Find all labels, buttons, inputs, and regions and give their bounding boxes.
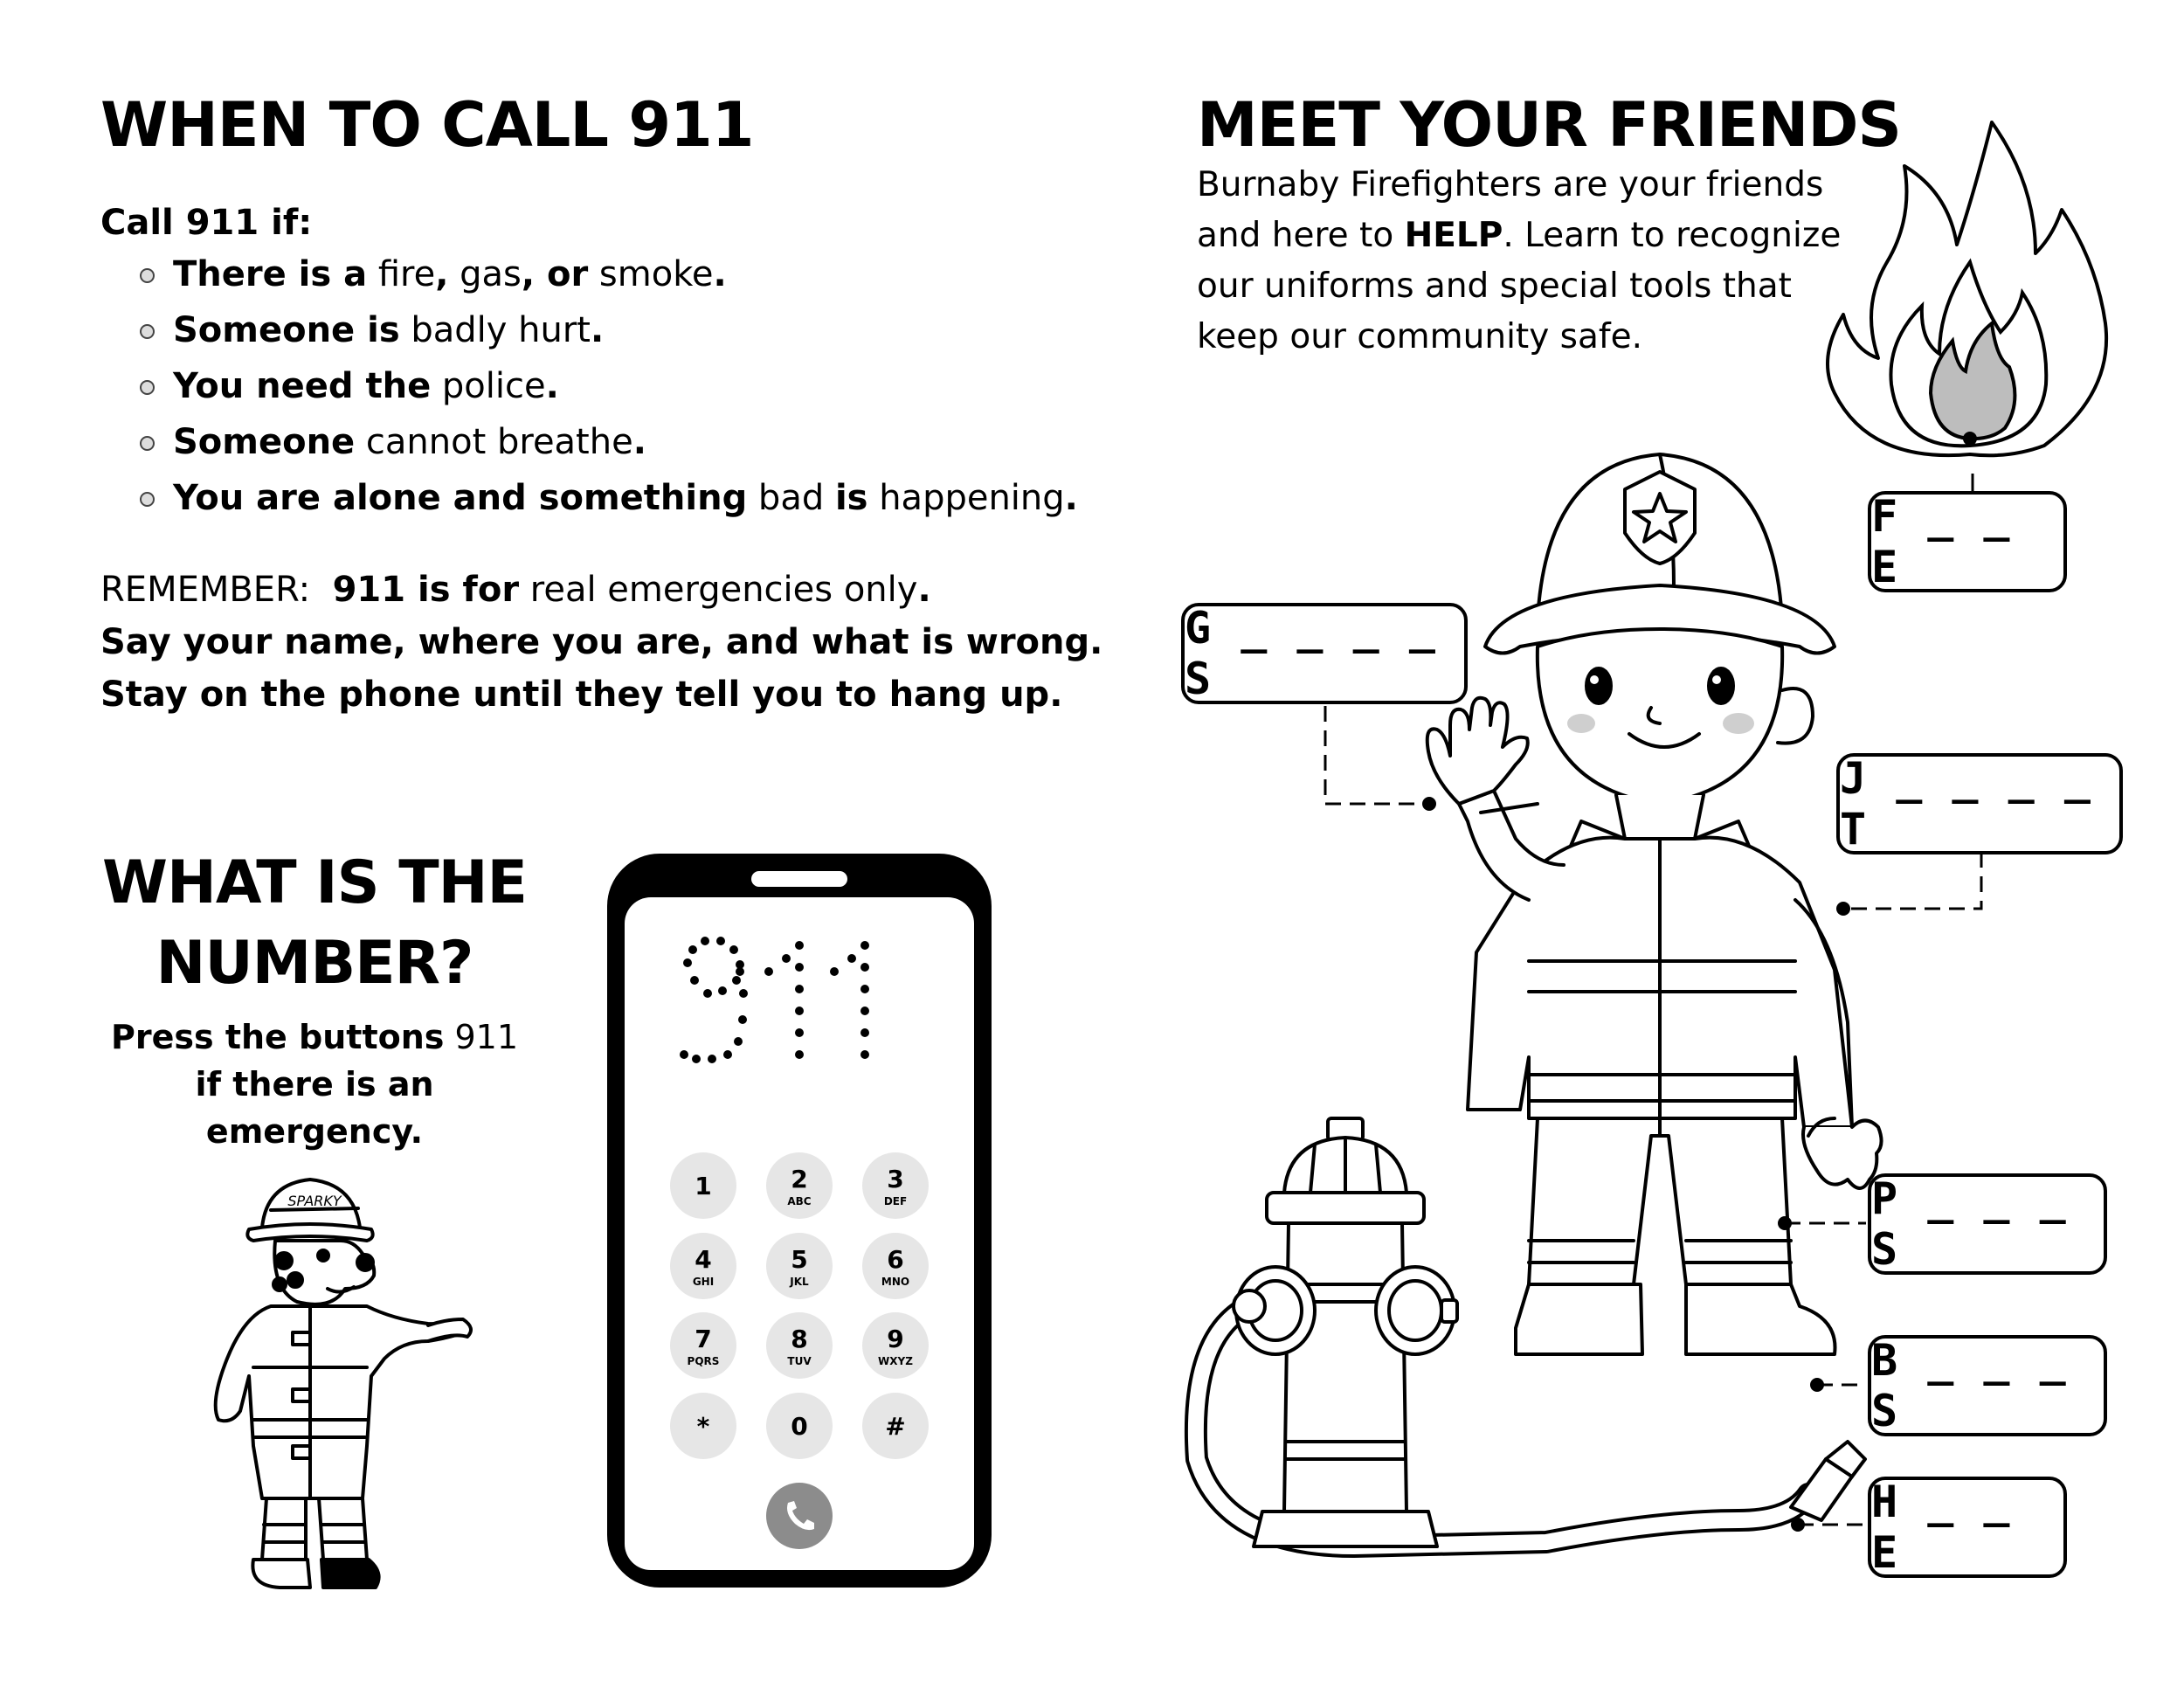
- key-letters: DEF: [883, 1195, 908, 1207]
- key-letters: TUV: [787, 1355, 812, 1367]
- intro-line: and here to HELP. Learn to recognize: [1197, 216, 1842, 255]
- intro-line: keep our community safe.: [1197, 317, 1643, 356]
- list-item: There is a fire, gas, or smoke.: [140, 246, 1078, 302]
- instruction-stay-on-phone: Stay on the phone until they tell you to hang up.: [100, 675, 1063, 715]
- key-letters: WXYZ: [878, 1355, 913, 1367]
- pointer-dot: [1810, 1378, 1824, 1392]
- key-number: 8: [791, 1325, 808, 1353]
- section-title-meet-friends: MEET YOUR FRIENDS: [1197, 89, 1901, 161]
- key-number: #: [885, 1412, 906, 1441]
- label-hose-blank[interactable]: H _ _ E: [1868, 1477, 2067, 1578]
- key-number: 5: [791, 1245, 808, 1274]
- title-line: WHAT IS THE: [101, 848, 528, 917]
- list-item: You are alone and something bad is happening.: [140, 470, 1078, 526]
- key-number: 2: [791, 1165, 808, 1193]
- intro-line: Burnaby Firefighters are your friends: [1197, 165, 1824, 204]
- list-item: Someone is badly hurt.: [140, 302, 1078, 358]
- label-fire-blank[interactable]: F _ _ E: [1868, 491, 2067, 592]
- pointer-dot: [1836, 902, 1850, 916]
- pointer-dot: [1791, 1518, 1805, 1532]
- instruction-say-name: Say your name, where you are, and what is wrong.: [100, 622, 1103, 662]
- label-gloves-blank[interactable]: G _ _ _ _ S: [1181, 603, 1468, 704]
- list-item: You need the police.: [140, 358, 1078, 414]
- label-pants-blank[interactable]: P _ _ _ S: [1868, 1173, 2107, 1275]
- key-letters: ABC: [787, 1195, 812, 1207]
- key-number: *: [696, 1412, 710, 1441]
- label-jacket-blank[interactable]: J _ _ _ _ T: [1836, 753, 2123, 854]
- key-letters: GHI: [692, 1276, 715, 1288]
- label-boots-blank[interactable]: B _ _ _ S: [1868, 1335, 2107, 1436]
- press-buttons-text: Press the buttons 911 if there is an emergency.: [110, 1018, 519, 1151]
- intro-line: our uniforms and special tools that: [1197, 266, 1792, 306]
- call-if-label: Call 911 if:: [100, 203, 313, 243]
- key-number: 3: [887, 1165, 904, 1193]
- key-number: 0: [791, 1412, 808, 1441]
- key-letters: PQRS: [687, 1355, 720, 1367]
- key-number: 4: [695, 1245, 712, 1274]
- mascot-hat-text: SPARKY: [287, 1193, 342, 1209]
- remember-line: REMEMBER: 911 is for real emergencies only.: [100, 570, 931, 610]
- section-title-when-to-call: WHEN TO CALL 911: [100, 89, 754, 161]
- key-letters: JKL: [790, 1276, 809, 1288]
- key-number: 1: [695, 1172, 712, 1200]
- pointer-dot: [1778, 1216, 1792, 1230]
- key-number: 7: [695, 1325, 712, 1353]
- title-line: NUMBER?: [156, 929, 473, 998]
- key-number: 6: [887, 1245, 904, 1274]
- key-letters: MNO: [881, 1276, 910, 1288]
- pointer-dot: [1422, 797, 1436, 811]
- key-number: 9: [887, 1325, 904, 1353]
- list-item: Someone cannot breathe.: [140, 414, 1078, 470]
